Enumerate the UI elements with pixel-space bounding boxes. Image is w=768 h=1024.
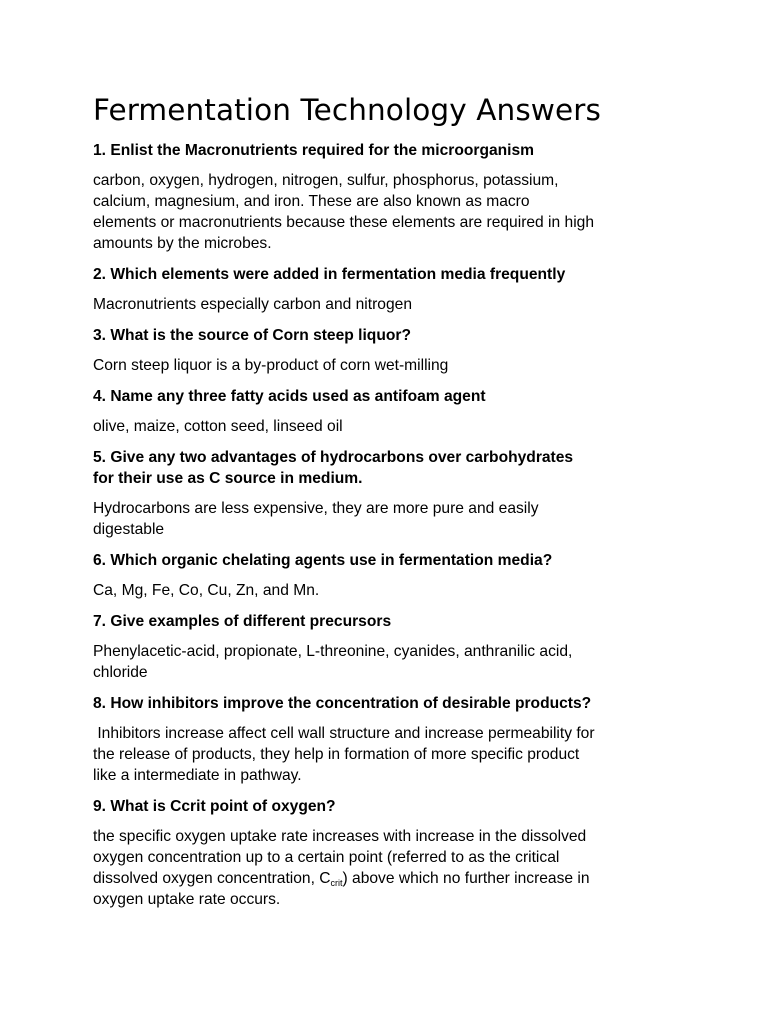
qa-item-8: [93, 693, 693, 786]
qa-item-4: [93, 386, 693, 437]
answer-3: Corn steep liquor is a by-product of corn wet-milling: [93, 357, 449, 374]
question-5-line-1: 5. Give any two advantages of hydrocarbons over carbohydrates: [93, 449, 574, 466]
qa-item-1: [93, 140, 693, 254]
question-2: 2. Which elements were added in fermentation media frequently: [93, 266, 566, 283]
qa-item-5: [93, 447, 693, 540]
answer-8-line-3: like a intermediate in pathway.: [93, 767, 302, 784]
question-9: 9. What is Ccrit point of oxygen?: [93, 798, 336, 815]
question-1: 1. Enlist the Macronutrients required for the microorganism: [93, 142, 535, 159]
qa-list: [93, 140, 693, 920]
question-6: 6. Which organic chelating agents use in fermentation media?: [93, 552, 553, 569]
answer-5-line-2: digestable: [93, 521, 165, 538]
answer-1-line-1: carbon, oxygen, hydrogen, nitrogen, sulfur, phosphorus, potassium,: [93, 172, 559, 189]
answer-8: [93, 723, 693, 786]
question-5-line-2: for their use as C source in medium.: [93, 470, 363, 487]
question-3: 3. What is the source of Corn steep liquor?: [93, 327, 411, 344]
qa-item-9: [93, 796, 693, 910]
answer-9-line-4: oxygen uptake rate occurs.: [93, 891, 281, 908]
qa-item-3: [93, 325, 693, 376]
answer-1-line-4: amounts by the microbes.: [93, 235, 272, 252]
answer-6: Ca, Mg, Fe, Co, Cu, Zn, and Mn.: [93, 582, 320, 599]
answer-8-line-1: Inhibitors increase affect cell wall structure and increase permeability for: [93, 725, 595, 742]
answer-1-line-2: calcium, magnesium, and iron. These are also known as macro: [93, 193, 530, 210]
question-5: [93, 447, 693, 489]
crit-subscript: crit: [330, 878, 343, 888]
qa-item-6: [93, 550, 693, 601]
qa-item-2: [93, 264, 693, 315]
answer-9-line-2: oxygen concentration up to a certain point (referred to as the critical: [93, 849, 560, 866]
question-8: 8. How inhibitors improve the concentration of desirable products?: [93, 695, 592, 712]
document-title: Fermentation Technology Answers: [93, 93, 601, 127]
answer-7-line-1: Phenylacetic-acid, propionate, L-threonine, cyanides, anthranilic acid,: [93, 643, 573, 660]
answer-1: [93, 170, 693, 254]
answer-9-line-3-after: ) above which no further increase in: [342, 870, 590, 887]
answer-9-line-1: the specific oxygen uptake rate increases with increase in the dissolved: [93, 828, 587, 845]
answer-2: Macronutrients especially carbon and nitrogen: [93, 296, 412, 313]
answer-1-line-3: elements or macronutrients because these elements are required in high: [93, 214, 595, 231]
answer-9-line-3: [93, 870, 590, 887]
answer-4: olive, maize, cotton seed, linseed oil: [93, 418, 343, 435]
question-7: 7. Give examples of different precursors: [93, 613, 392, 630]
answer-7-line-2: chloride: [93, 664, 148, 681]
answer-5: [93, 498, 693, 540]
answer-8-line-2: the release of products, they help in formation of more specific product: [93, 746, 580, 763]
answer-9: [93, 826, 693, 910]
question-4: 4. Name any three fatty acids used as antifoam agent: [93, 388, 486, 405]
answer-9-line-3-before: dissolved oxygen concentration, C: [93, 870, 331, 887]
qa-item-7: [93, 611, 693, 683]
answer-5-line-1: Hydrocarbons are less expensive, they are more pure and easily: [93, 500, 539, 517]
answer-7: [93, 641, 693, 683]
